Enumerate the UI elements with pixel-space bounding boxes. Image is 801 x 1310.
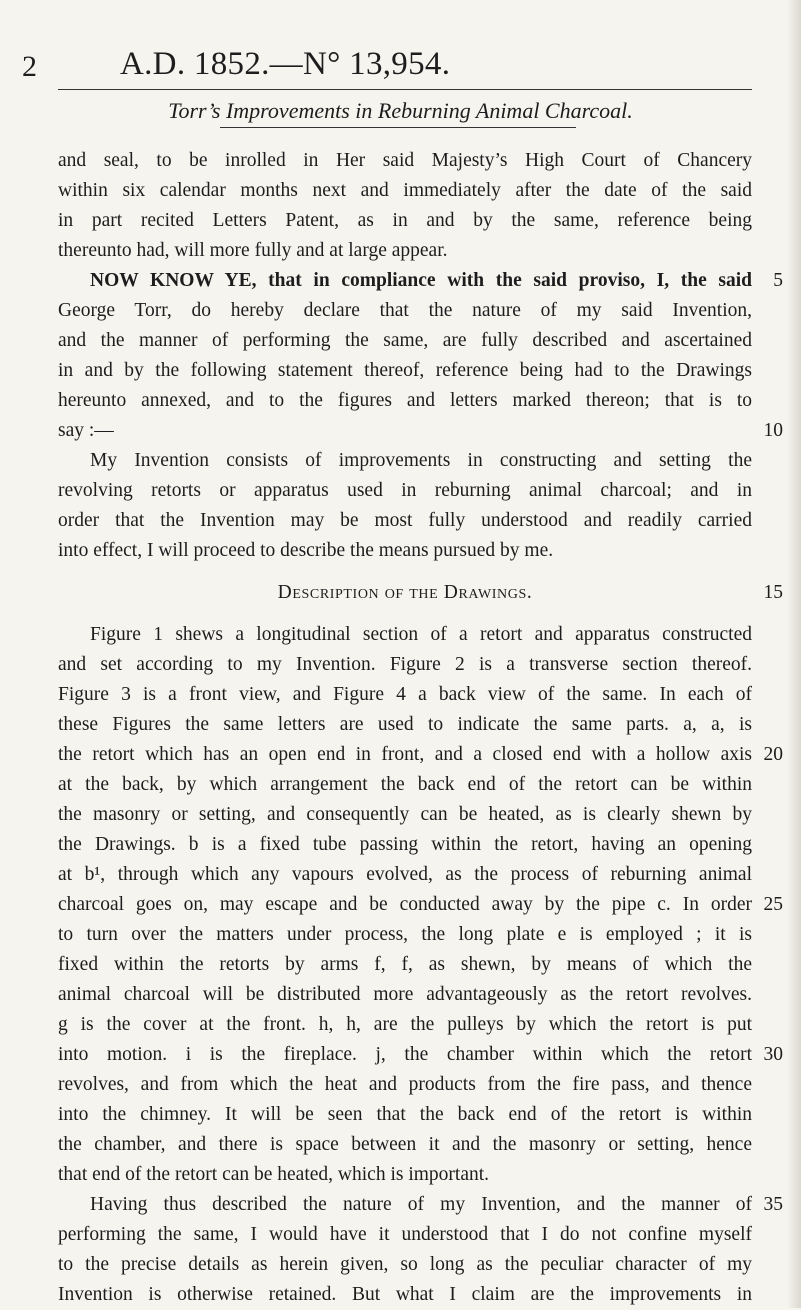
text-line: Invention is otherwise retained. But what I claim are the improvements in <box>58 1284 752 1305</box>
text-line: the masonry or setting, and consequently can be heated, as is clearly shewn by <box>58 804 752 825</box>
text-line: and the manner of performing the same, are fully described and ascertained <box>58 330 752 351</box>
text-line: My Invention consists of improvements in constructing and setting the <box>90 450 752 471</box>
line-number: 25 <box>763 894 783 915</box>
text-line: performing the same, I would have it understood that I do not confine myself <box>58 1224 752 1245</box>
text-line: and seal, to be inrolled in Her said Majesty’s High Court of Chancery <box>58 150 752 171</box>
text-line: and set according to my Invention. Figure 2 is a transverse section thereof. <box>58 654 752 675</box>
running-title: Torr’s Improvements in Reburning Animal Charcoal. <box>168 98 633 123</box>
text-line: into the chimney. It will be seen that the back end of the retort is within <box>58 1104 752 1125</box>
text-line: to the precise details as herein given, so long as the peculiar character of my <box>58 1254 752 1275</box>
text-line: in and by the following statement thereof, reference being had to the Drawings <box>58 360 752 381</box>
section-heading: Description of the Drawings. <box>277 582 533 603</box>
text-line: George Torr, do hereby declare that the nature of my said Invention, <box>58 300 752 321</box>
line-number: 30 <box>763 1044 783 1065</box>
text-line: NOW KNOW YE, that in compliance with the said proviso, I, the said <box>90 270 752 291</box>
text-line: into effect, I will proceed to describe the means pursued by me. <box>58 540 554 561</box>
line-number: 10 <box>763 420 783 441</box>
text-line: at the back, by which arrangement the back end of the retort can be within <box>58 774 752 795</box>
text-line: that end of the retort can be heated, which is important. <box>58 1164 490 1185</box>
line-number: 35 <box>763 1194 783 1215</box>
page-number: 2 <box>22 50 37 83</box>
page-edge-shadow <box>787 0 801 1308</box>
text-line: revolving retorts or apparatus used in reburning animal charcoal; and in <box>58 480 752 501</box>
text-line: hereunto annexed, and to the figures and letters marked thereon; that is to <box>58 390 752 411</box>
text-line: Figure 1 shews a longitudinal section of a retort and apparatus constructed <box>90 624 752 645</box>
text-line: in part recited Letters Patent, as in and by the same, reference being <box>58 210 752 231</box>
text-line: at b¹, through which any vapours evolved, as the process of reburning animal <box>58 864 752 885</box>
text-line: into motion. i is the fireplace. j, the chamber within which the retort <box>58 1044 752 1065</box>
line-number: 15 <box>763 582 783 603</box>
text-line: g is the cover at the front. h, h, are the pulleys by which the retort is put <box>58 1014 752 1035</box>
header-rule <box>58 89 752 90</box>
text-line: thereunto had, will more fully and at large appear. <box>58 240 448 261</box>
text-line: the chamber, and there is space between it and the masonry or setting, hence <box>58 1134 752 1155</box>
text-line: say :— <box>58 420 114 441</box>
text-line: revolves, and from which the heat and products from the fire pass, and thence <box>58 1074 752 1095</box>
text-line: order that the Invention may be most fully understood and readily carried <box>58 510 752 531</box>
text-line: to turn over the matters under process, the long plate e is employed ; it is <box>58 924 752 945</box>
patent-header-title: A.D. 1852.—N° 13,954. <box>120 46 451 82</box>
running-title-underline <box>220 127 576 128</box>
line-number: 5 <box>773 270 783 291</box>
text-line: these Figures the same letters are used to indicate the same parts. a, a, is <box>58 714 752 735</box>
text-line: fixed within the retorts by arms f, f, as shewn, by means of which the <box>58 954 752 975</box>
text-line: Figure 3 is a front view, and Figure 4 a back view of the same. In each of <box>58 684 752 705</box>
text-line: Having thus described the nature of my Invention, and the manner of <box>90 1194 752 1215</box>
text-line: the retort which has an open end in front, and a closed end with a hollow axis <box>58 744 752 765</box>
text-line: animal charcoal will be distributed more advantageously as the retort revolves. <box>58 984 752 1005</box>
text-line: the Drawings. b is a fixed tube passing within the retort, having an opening <box>58 834 752 855</box>
text-line: within six calendar months next and immediately after the date of the said <box>58 180 752 201</box>
text-line: charcoal goes on, may escape and be conducted away by the pipe c. In order <box>58 894 752 915</box>
line-number: 20 <box>763 744 783 765</box>
